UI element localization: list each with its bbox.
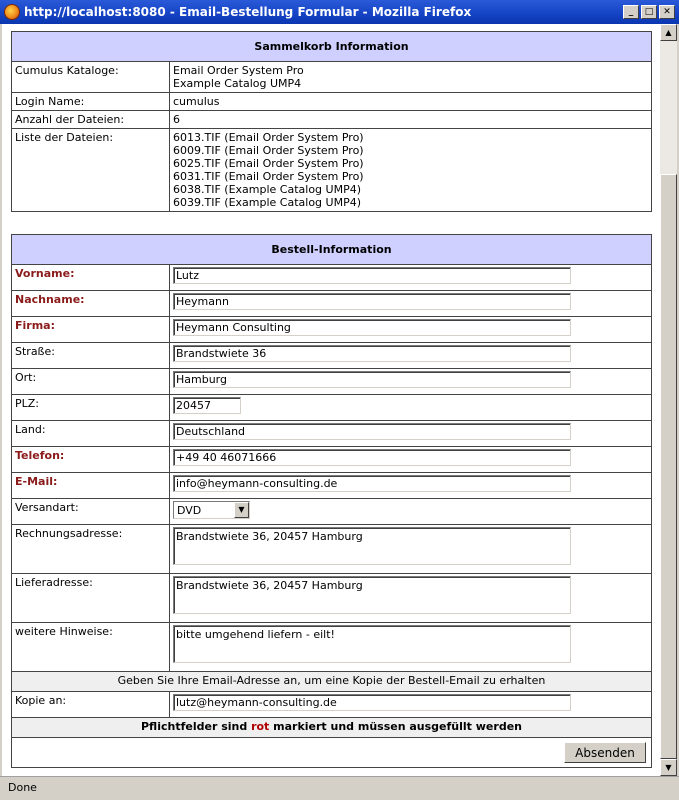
vertical-scrollbar[interactable] [660, 24, 677, 776]
firefox-icon [4, 4, 20, 20]
versand-select[interactable] [173, 501, 250, 519]
basket-header: Sammelkorb Information [12, 32, 652, 62]
firma-input[interactable] [173, 319, 571, 336]
window-title: http://localhost:8080 - Email-Bestellung Formular - Mozilla Firefox [24, 5, 472, 19]
nachname-input[interactable] [173, 293, 571, 310]
liefer-textarea[interactable] [173, 576, 571, 614]
nachname-label: Nachname: [12, 291, 170, 317]
plz-input[interactable] [173, 397, 241, 414]
scroll-down-icon[interactable]: ▼ [660, 759, 677, 776]
window-titlebar [0, 0, 679, 24]
vorname-input[interactable] [173, 267, 571, 284]
login-value: cumulus [170, 93, 652, 111]
submit-button[interactable]: Absenden [564, 742, 646, 763]
versand-label: Versandart: [12, 499, 170, 525]
plz-label: PLZ: [12, 395, 170, 421]
hinweise-textarea[interactable] [173, 625, 571, 663]
order-table [11, 234, 652, 768]
catalogs-label: Cumulus Kataloge: [12, 62, 170, 93]
land-label: Land: [12, 421, 170, 447]
order-header: Bestell-Information [12, 235, 652, 265]
required-pre: Pflichtfelder sind [141, 720, 252, 733]
maximize-button[interactable]: □ [641, 5, 657, 19]
strasse-input[interactable] [173, 345, 571, 362]
scroll-up-icon[interactable]: ▲ [660, 24, 677, 41]
ort-label: Ort: [12, 369, 170, 395]
file-item: 6039.TIF (Example Catalog UMP4) [173, 196, 361, 209]
close-button[interactable]: ✕ [659, 5, 675, 19]
kopie-label: Kopie an: [12, 692, 170, 718]
count-value: 6 [170, 111, 652, 129]
email-label: E-Mail: [12, 473, 170, 499]
rechnung-textarea[interactable] [173, 527, 571, 565]
telefon-input[interactable] [173, 449, 571, 466]
page-viewport [2, 24, 660, 776]
file-item: 6038.TIF (Example Catalog UMP4) [173, 183, 361, 196]
vorname-label: Vorname: [12, 265, 170, 291]
catalog-item: Email Order System Pro [173, 64, 304, 77]
copy-note: Geben Sie Ihre Email-Adresse an, um eine Kopie der Bestell-Email zu erhalten [12, 672, 652, 692]
submit-row [12, 738, 652, 768]
file-item: 6031.TIF (Email Order System Pro) [173, 170, 364, 183]
basket-table [11, 31, 652, 212]
file-item: 6025.TIF (Email Order System Pro) [173, 157, 364, 170]
status-bar: Done [0, 776, 679, 800]
kopie-input[interactable] [173, 694, 571, 711]
count-label: Anzahl der Dateien: [12, 111, 170, 129]
required-post: markiert und müssen ausgefüllt werden [269, 720, 522, 733]
scroll-thumb[interactable] [660, 174, 677, 759]
strasse-label: Straße: [12, 343, 170, 369]
catalogs-value [170, 62, 652, 93]
minimize-button[interactable]: _ [623, 5, 639, 19]
file-item: 6009.TIF (Email Order System Pro) [173, 144, 364, 157]
files-list [170, 129, 652, 212]
login-label: Login Name: [12, 93, 170, 111]
hinweise-label: weitere Hinweise: [12, 623, 170, 672]
telefon-label: Telefon: [12, 447, 170, 473]
file-item: 6013.TIF (Email Order System Pro) [173, 131, 364, 144]
files-label: Liste der Dateien: [12, 129, 170, 212]
rechnung-label: Rechnungsadresse: [12, 525, 170, 574]
liefer-label: Lieferadresse: [12, 574, 170, 623]
catalog-item: Example Catalog UMP4 [173, 77, 302, 90]
email-input[interactable] [173, 475, 571, 492]
ort-input[interactable] [173, 371, 571, 388]
required-note [12, 718, 652, 738]
chevron-down-icon[interactable]: ▼ [234, 502, 249, 518]
required-rot: rot [251, 720, 270, 733]
versand-value: DVD [177, 503, 202, 517]
firma-label: Firma: [12, 317, 170, 343]
land-input[interactable] [173, 423, 571, 440]
